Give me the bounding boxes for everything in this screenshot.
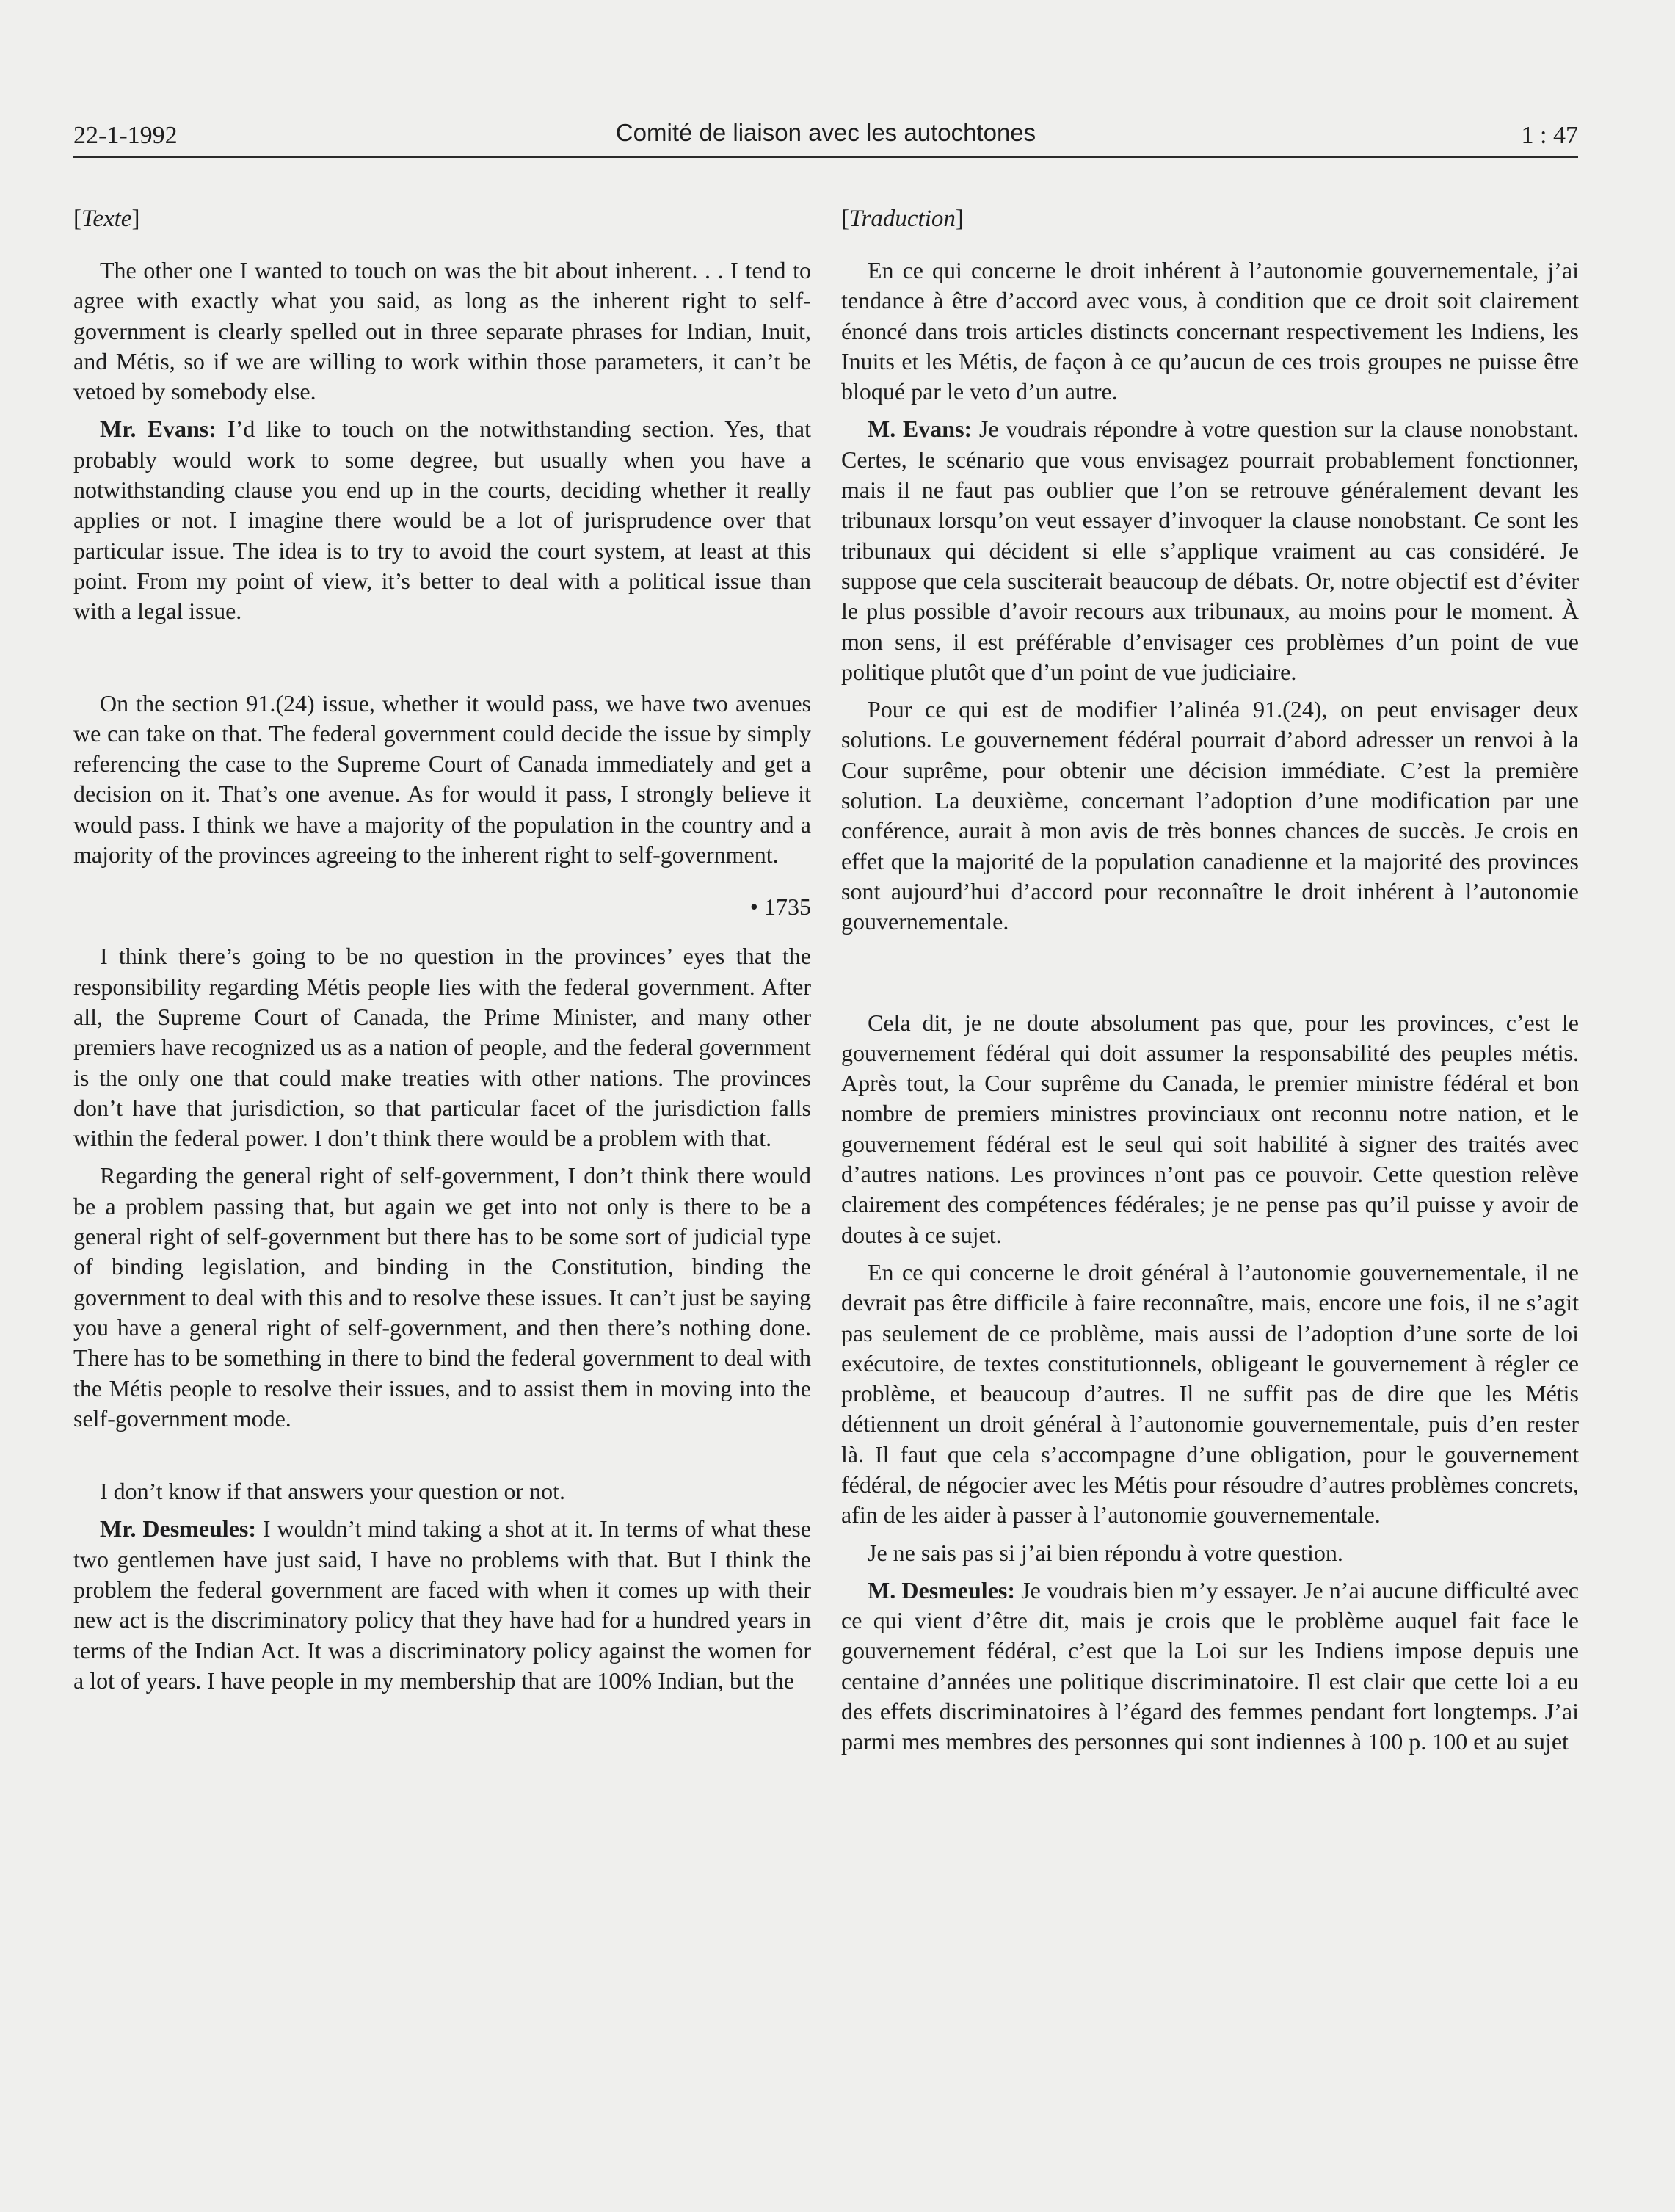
time-marker: • 1735: [749, 893, 811, 921]
page-header: [73, 109, 1578, 158]
header-title: Comité de liaison avec les autochtones: [615, 119, 1036, 146]
paragraph-2-text: I’d like to touch on the notwithstanding section. Yes, that probably would work to some degree, but usually when you have a notwithstanding clause you end up in the courts, deciding whether it really applies or not. I imagine there would be a lot of jurisprudence over that particular issue. The idea is to try to avoid the court system, at least at this point. From my point of view, it’s better to deal with a political issue than with a legal issue.: [73, 416, 812, 625]
paragraph-1: The other one I wanted to touch on was the bit about inherent. . . I tend to agree with exactly what you said, as long as the inherent right to self-government is clearly spelled out in three separate phrases for Indian, Inuit, and Métis, so if we are willing to work within those parameters, it can’t be vetoed by somebody else.: [73, 257, 811, 405]
paragraph-6: I don’t know if that answers your question or not.: [100, 1478, 565, 1505]
paragraph-2: [73, 414, 811, 626]
translation-marker: [841, 198, 1579, 239]
header-date: 22-1-1992: [73, 122, 178, 149]
paragraphe-2: [841, 414, 1579, 687]
english-column: [73, 198, 811, 1696]
translation-marker-open-bracket: [: [841, 206, 849, 232]
header-page-number: 1 : 47: [1521, 122, 1578, 149]
paragraphe-2-texte: Je voudrais répondre à votre question sur la clause nonobstant. Certes, le scénario que vous envisagez pourrait probablement fonctionner, mais il ne faut pas oublier que l’on se retrouve généralement devant les tribunaux lorsqu’on veut essayer d’invoquer la clause nonobstant. Ce sont les tribunaux qui décident si elle s’applique vraiment au cas considéré. Je suppose que cela susciterait beaucoup de débats. Or, notre objectif est d’éviter le plus possible d’avoir recours aux tribunaux, au moins pour le moment. À mon sens, il est préférable d’envisager ces problèmes d’un point de vue politique plutôt que d’un point de vue judiciaire.: [841, 416, 1580, 685]
paragraphe-7: [841, 1575, 1579, 1758]
paragraph-7: [73, 1514, 811, 1696]
text-marker-open-bracket: [: [73, 206, 81, 232]
translation-marker-label: Traduction: [849, 206, 956, 232]
paragraphe-1: En ce qui concerne le droit inhérent à l’autonomie gouvernementale, j’ai tendance à être d’accord avec vous, à condition que ce droit soit clairement énoncé dans trois articles distincts concernant respectivement les Indiens, les Inuits et les Métis, de façon à ce qu’aucun de ces trois groupes ne puisse être bloqué par le veto d’un autre.: [841, 257, 1579, 405]
text-marker: [73, 198, 811, 239]
paragraphe-4: Cela dit, je ne doute absolument pas que, pour les provinces, c’est le gouvernement fédéral qui doit assumer la responsabilité des peuples métis. Après tout, la Cour suprême du Canada, le premier ministre fédéral et bon nombre de premiers ministres provinciaux ont reconnu notre nation, et le gouvernement fédéral est le seul qui soit habilité à signer des traités avec d’autres nations. Les provinces n’ont pas ce pouvoir. Cette question relève clairement des compétences fédérales; je ne pense pas qu’il puisse y avoir de doutes à ce sujet.: [841, 1009, 1579, 1248]
paragraph-4: I think there’s going to be no question in the provinces’ eyes that the responsibility regarding Métis people lies with the federal government. After all, the Supreme Court of Canada, the Prime Minister, and many other premiers have recognized us as a nation of people, and the federal government is the only one that could make treaties with other nations. The provinces don’t have that jurisdiction, so that particular facet of the jurisdiction falls within the federal power. I don’t think there would be a problem with that.: [73, 943, 811, 1152]
orateur-desmeules: M. Desmeules:: [868, 1576, 1016, 1603]
paragraphe-6: Je ne sais pas si j’ai bien répondu à votre question.: [868, 1539, 1343, 1566]
speaker-desmeules: Mr. Desmeules:: [100, 1515, 257, 1542]
french-column: [841, 198, 1579, 1758]
paragraphe-5: En ce qui concerne le droit général à l’autonomie gouvernementale, il ne devrait pas être difficile à faire reconnaître, mais, encore une fois, il ne s’agit pas seulement de ce problème, mais aussi de l’adoption d’une sorte de loi exécutoire, de textes constitutionnels, obligeant le gouvernement à régler ce problème, et beaucoup d’autres. Il ne suffit pas de dire que les Métis détiennent un droit général à l’autonomie gouvernementale, puis d’en rester là. Il faut que cela s’accompagne d’une obligation, pour le gouvernement fédéral, de négocier avec les Métis pour résoudre d’autres problèmes concrets, afin de les aider à passer à l’autonomie gouvernementale.: [841, 1258, 1579, 1529]
speaker-evans: Mr. Evans:: [100, 416, 217, 443]
orateur-evans: M. Evans:: [868, 416, 973, 443]
text-marker-label: Texte: [81, 206, 132, 232]
paragraph-5: Regarding the general right of self-government, I don’t think there would be a problem passing that, but again we get into not only is there to be a general right of self-government but there has to be some sort of judicial type of binding legislation, and binding in the Constitution, binding the government to deal with this and to resolve these issues. It can’t just be saying you have a general right of self-government, and then there’s nothing done. There has to be something in there to bind the federal government to deal with the Métis people to resolve their issues, and to assist them in moving into the self-government mode.: [73, 1162, 811, 1432]
paragraph-3: On the section 91.(24) issue, whether it would pass, we have two avenues we can take on that. The federal government could decide the issue by simply referencing the case to the Supreme Court of Canada immediately and get a decision on it. That’s one avenue. As for would it pass, I strongly believe it would pass. I think we have a majority of the population in the country and a majority of the provinces agreeing to the inherent right to self-government.: [73, 689, 811, 869]
paragraphe-3: Pour ce qui est de modifier l’alinéa 91.(24), on peut envisager deux solutions. Le gouvernement fédéral pourrait d’abord adresser un renvoi à la Cour suprême, pour obtenir une décision immédiate. C’est la première solution. La deuxième, concernant l’adoption d’une modification par une conférence, aurait à mon avis de très bonnes chances de succès. Je crois en effet que la majorité de la population canadienne et la majorité des provinces sont aujourd’hui d’accord pour reconnaître le droit inhérent à l’autonomie gouvernementale.: [841, 696, 1579, 935]
text-marker-close-bracket: ]: [131, 206, 140, 232]
paragraph-7-text: I wouldn’t mind taking a shot at it. In terms of what these two gentlemen have just said, I have no problems with that. But I think the problem the federal government are faced with when it comes up with their new act is the discriminatory policy that they have had for a hundred years in terms of the Indian Act. It was a discriminatory policy against the women for a lot of years. I have people in my membership that are 100% Indian, but the: [73, 1515, 812, 1694]
paragraphe-7-texte: Je voudrais bien m’y essayer. Je n’ai aucune difficulté avec ce qui vient d’être dit, mais je crois que le problème auquel fait face le gouvernement fédéral, c’est que la Loi sur les Indiens impose depuis une centaine d’années une politique discriminatoire. Il est clair que cette loi a eu des effets discriminatoires à l’égard des femmes pendant fort longtemps. J’ai parmi mes membres des personnes qui sont indiennes à 100 p. 100 et au sujet: [841, 1576, 1580, 1755]
translation-marker-close-bracket: ]: [955, 206, 964, 232]
